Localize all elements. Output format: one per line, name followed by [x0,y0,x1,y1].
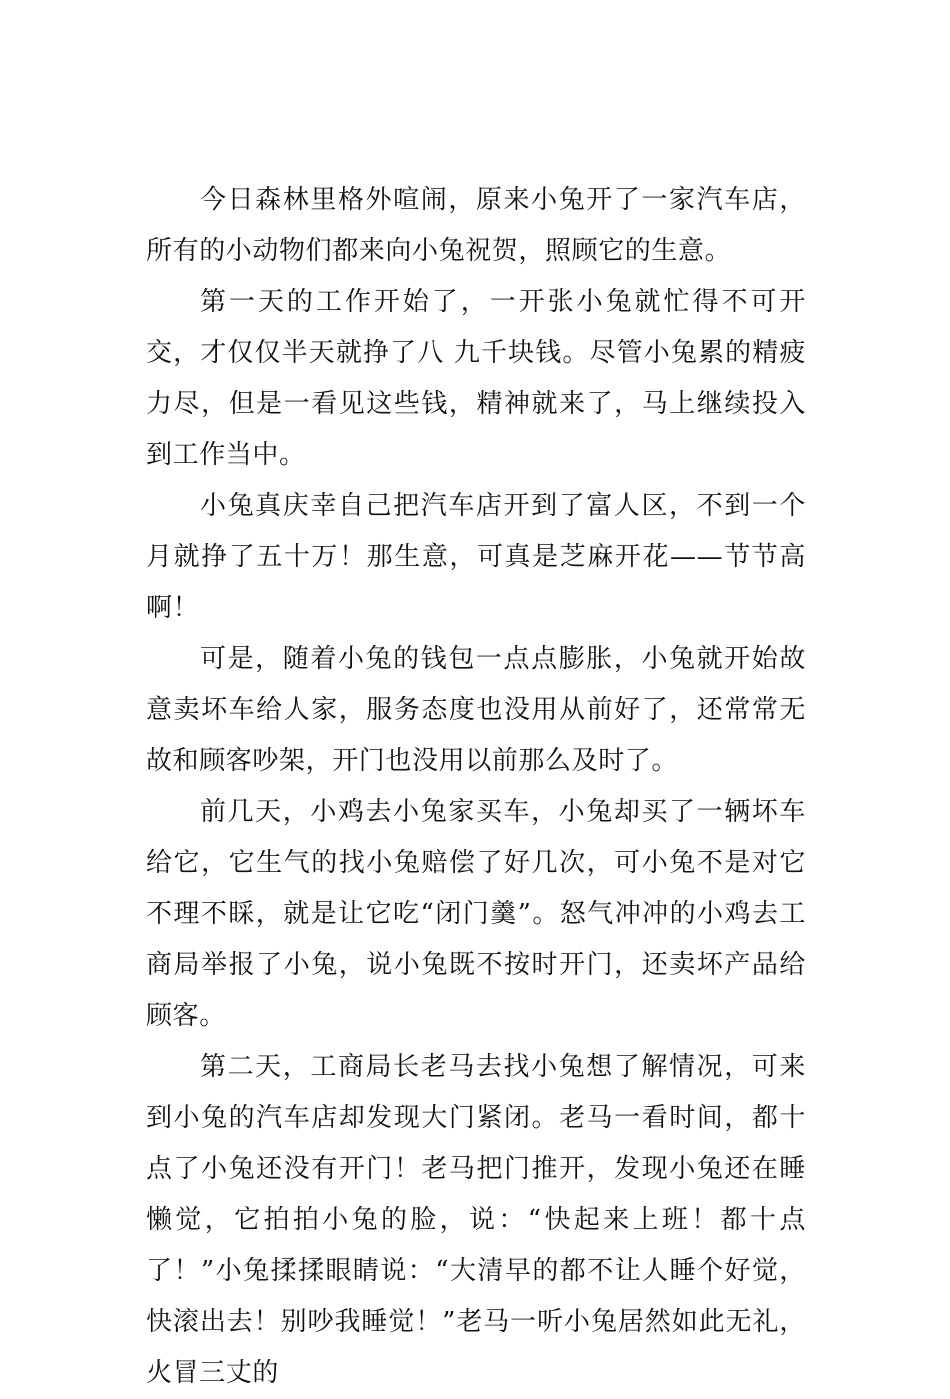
document-body [146,175,806,1399]
paragraph-1: 今日森林里格外喧闹，原来小兔开了一家汽车店，所有的小动物们都来向小兔祝贺，照顾它的生意。 [146,185,806,266]
paragraph-6: 第二天，工商局长老马去找小兔想了解情况，可来到小兔的汽车店却发现大门紧闭。老马一看时间，都十点了小兔还没有开门！老马把门推开，发现小兔还在睡懒觉，它拍拍小兔的脸，说：“快起来上班！都十点了！”小兔揉揉眼睛说：“大清早的都不让人睡个好觉，快滚出去！别吵我睡觉！”老马一听小兔居然如此无礼，火冒三丈的 [146,1052,806,1388]
paragraph-5: 前几天，小鸡去小兔家买车，小兔却买了一辆坏车给它，它生气的找小兔赔偿了好几次，可小兔不是对它不理不睬，就是让它吃“闭门羹”。怒气冲冲的小鸡去工商局举报了小兔，说小兔既不按时开门，还卖坏产品给顾客。 [146,797,806,1031]
paragraph-3: 小兔真庆幸自己把汽车店开到了富人区，不到一个月就挣了五十万！那生意，可真是芝麻开花——节节高啊！ [146,491,806,623]
paragraph-4: 可是，随着小兔的钱包一点点膨胀，小兔就开始故意卖坏车给人家，服务态度也没用从前好了，还常常无故和顾客吵架，开门也没用以前那么及时了。 [146,644,806,776]
paragraph-2: 第一天的工作开始了，一开张小兔就忙得不可开交，才仅仅半天就挣了八 九千块钱。尽管小兔累的精疲力尽，但是一看见这些钱，精神就来了，马上继续投入到工作当中。 [146,287,806,470]
